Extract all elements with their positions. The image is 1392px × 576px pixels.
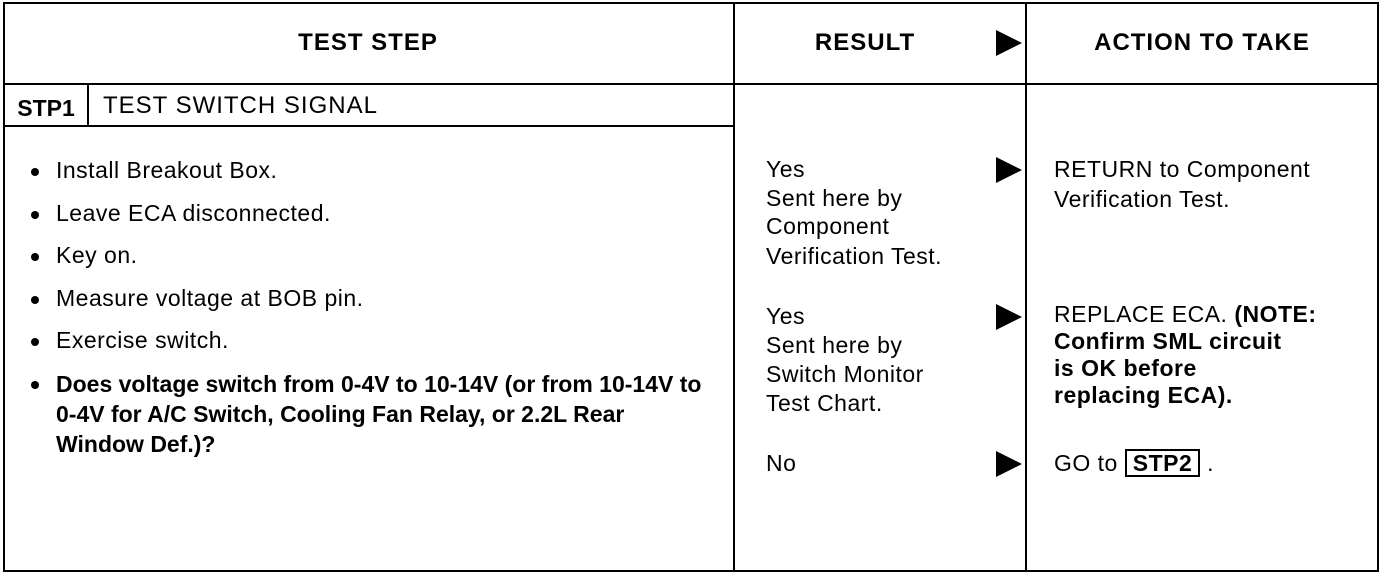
header-test-step: TEST STEP (298, 29, 438, 56)
result-arrow-icon (996, 157, 1022, 183)
header-action-to-take: ACTION TO TAKE (1094, 29, 1310, 56)
bullet-icon (31, 338, 39, 346)
instruction-item: Leave ECA disconnected. (28, 199, 718, 228)
bullet-icon (31, 296, 39, 304)
step-reference-stp2[interactable]: STP2 (1125, 449, 1201, 477)
bullet-icon (31, 381, 39, 389)
result-yes-component: Yes Sent here by Component Verification Test. (766, 156, 943, 269)
action-return: RETURN to Component Verification Test. (1054, 156, 1311, 212)
instruction-list (28, 156, 718, 472)
bullet-icon (31, 253, 39, 261)
result-arrow-icon (996, 451, 1022, 477)
bullet-icon (31, 211, 39, 219)
column-divider-2 (1025, 2, 1027, 572)
step-title: TEST SWITCH SIGNAL (103, 92, 378, 119)
step-id-divider (87, 84, 89, 126)
instruction-item: Key on. (28, 241, 718, 270)
instruction-item: Measure voltage at BOB pin. (28, 284, 718, 313)
column-divider-1 (733, 2, 735, 572)
instruction-item: Exercise switch. (28, 326, 718, 355)
instruction-item: Install Breakout Box. (28, 156, 718, 185)
action-go-to: GO to STP2 . (1054, 450, 1215, 476)
header-result: RESULT (814, 29, 916, 56)
step-title-divider (3, 125, 735, 127)
step-id: STP1 (17, 94, 75, 121)
question-item: Does voltage switch from 0-4V to 10-14V (or from 10-14V to 0-4V for A/C Switch, Cooling Fan Relay, or 2.2L Rear Window Def.)? (28, 369, 718, 459)
result-no: No (766, 450, 797, 476)
header-arrow-icon (996, 30, 1022, 56)
bullet-icon (31, 168, 39, 176)
result-arrow-icon (996, 304, 1022, 330)
result-yes-switch-monitor: Yes Sent here by Switch Monitor Test Chart. (766, 303, 924, 416)
action-replace-eca: REPLACE ECA. (NOTE: Confirm SML circuit is OK before replacing ECA). (1054, 301, 1317, 408)
